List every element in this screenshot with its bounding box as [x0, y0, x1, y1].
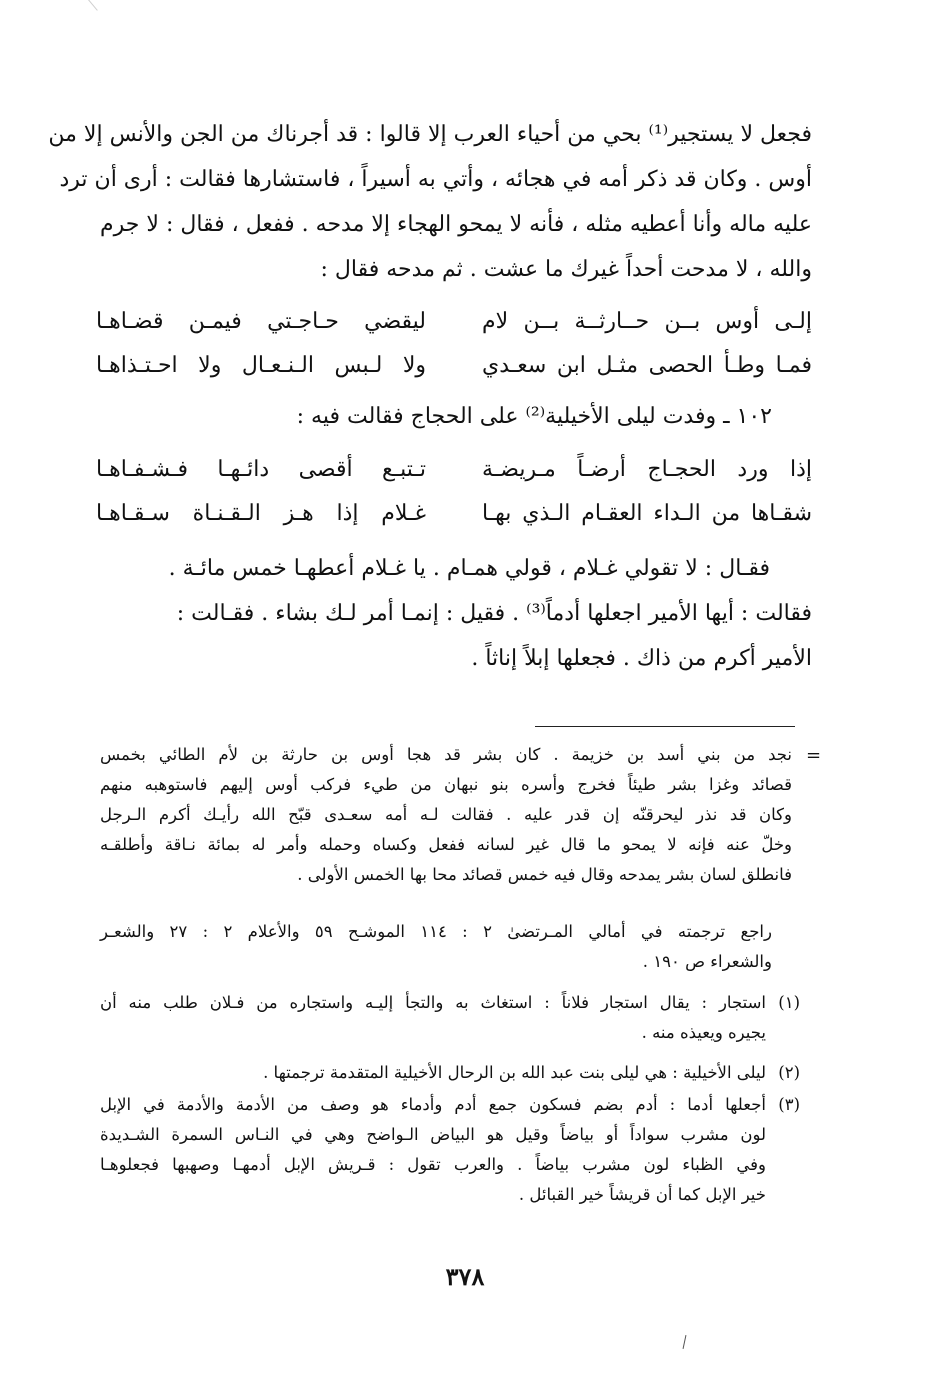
verse-first-hemistich: شقـاها من الـداء العقـام الـذي بهـا: [482, 501, 812, 526]
paragraph-2-line: فقالت : أيها الأمير اجعلها أدماً⁽³⁾ . فقيل : إنمـا أمر لـك بشاء . فقـالت :: [176, 601, 812, 626]
footnote-line: فانطلق لسان بشر يمدحه وقال فيه خمس قصائد محا بها الخمس الأولى .: [297, 865, 792, 884]
paragraph-1-line: أوس . وكان قد ذكر أمه في هجائه ، وأتي به أسيراً ، فاستشارها فقالت : أرى أن ترد: [59, 167, 812, 192]
poem-verses-2: [96, 448, 812, 536]
verse-second-hemistich: ولا لـبس الـنـعـال ولا احـتـذاهـا: [96, 353, 426, 378]
footnote-line: راجع ترجمته في أمالي المـرتضىٰ ٢ : ١١٤ الموشـح ٥٩ والأعلام ٢ : ٢٧ والشعـر: [100, 922, 772, 941]
footnote-line: أجعلها أدما : أدم بضم فسكون جمع أدم وأدماء هو وصف من الأدمة والأدمة في الإبل: [100, 1095, 766, 1114]
footnote-number: (١): [778, 993, 800, 1012]
verse-row: [96, 492, 812, 536]
section-heading-102: ١٠٢ ـ وفدت ليلى الأخيلية⁽²⁾ على الحجاج فقالت فيه :: [296, 404, 772, 429]
footnote-line: وخلّ عنه فإنه لا يمحو ما قال غير لسانه ففعل وكساه وحمله وأمر له بمائة نـاقة وأطلقـه: [100, 835, 792, 854]
paragraph-1-line: عليه ماله وأنا أعطيه مثله ، فأنه لا يمحو الهجاء إلا مدحه . ففعل ، فقال : لا جرم: [100, 212, 812, 237]
footnote-line: ليلى الأخيلية : هي ليلى بنت عبد الله بن الرحال الأخيلية المتقدمة ترجمتها .: [263, 1063, 766, 1082]
paragraph-1: [48, 112, 812, 292]
verse-first-hemistich: فمـا وطـأ الحصى مثـل ابن سعـدي: [482, 353, 812, 378]
footnote-reference: [100, 917, 772, 977]
footnote-line: نجد من بني أسد بن خزيمة . كان بشر قد هجا أوس بن حارثة بن لأم الطائي بخمس: [100, 745, 792, 764]
paragraph-2-line: فقـال : لا تقولي غـلام ، قولي همـام . يا غـلام أعطهـا خمس مائـة .: [168, 556, 770, 581]
corner-scratch-mark: [88, 0, 108, 11]
verse-row: [96, 448, 812, 492]
verse-row: [96, 344, 812, 388]
footnote-line: وكان قد نذر ليحرقنّه إن قدر عليه . فقالت لـه أمه سعـدى قبّح الله رأيـك أكرم الـرجل: [100, 805, 792, 824]
poem-verses-1: [96, 300, 812, 388]
footnote-number: (٣): [778, 1095, 800, 1114]
footnote-line: استجار : يقال استجار فلاناً : استغاث به والتجأ إليـه واستجاره من فـلان طلب منه أن: [100, 993, 766, 1012]
footnote-number: (٢): [778, 1063, 800, 1082]
footnote-continued: [100, 740, 792, 890]
paragraph-1-line: والله ، لا مدحت أحداً غيرك ما عشت . ثم مدحه فقال :: [320, 257, 812, 282]
footnote-line: والشعراء ص ١٩٠ .: [642, 952, 772, 971]
footnote-line: يجيره ويعيذه منه .: [641, 1023, 766, 1042]
verse-second-hemistich: تـتبـع أقصى دائـهـا فـشـفـاهـا: [96, 457, 426, 482]
paragraph-2: [100, 546, 812, 681]
footnote-line: وفي الظباء لون مشرب بياضاً . والعرب تقول : قـريش الإبل أدمهـا وصهبها فجعلوهـا: [100, 1155, 766, 1174]
verse-first-hemistich: إذا ورد الحجـاج أرضـاً مـريضـة: [482, 457, 812, 482]
footnote-line: خير الإبل كما أن قريشاً خير القبائل .: [518, 1185, 766, 1204]
footnote-separator: [535, 726, 795, 727]
footnote-1: [100, 988, 766, 1048]
footnote-line: لون مشرب سواداً أو بياضاً وقيل هو البياض الـواضح وهي في النـاس السمرة الشـديدة: [100, 1125, 766, 1144]
stray-pen-mark: [683, 1335, 687, 1349]
page-number: ٣٧٨: [445, 1262, 485, 1291]
verse-second-hemistich: ليقضي حـاجـتي فيمـن قضـاهـا: [96, 309, 426, 334]
footnote-2: [100, 1058, 766, 1088]
footnote-line: قصائد وغزا بشر طيئاً فخرج وأسره بنو نبهان من طيء فركب أوس إليهم فاستوهبه منهم: [100, 775, 792, 794]
verse-row: [96, 300, 812, 344]
paragraph-1-line: فجعل لا يستجير⁽¹⁾ بحي من أحياء العرب إلا قالوا : قد أجرناك من الجن والأنس إلا من: [48, 122, 812, 147]
footnote-3: [100, 1090, 766, 1210]
footnote-continuation-mark: =: [806, 745, 822, 766]
paragraph-2-line: الأمير أكرم من ذاك . فجعلها إبلاً إناثاً .: [471, 646, 812, 671]
verse-second-hemistich: غـلام إذا هـز الـقـنـاة سـقـاهـا: [96, 501, 426, 526]
verse-first-hemistich: إلـى أوس بــن حــارثــة بــن لام: [482, 309, 812, 334]
